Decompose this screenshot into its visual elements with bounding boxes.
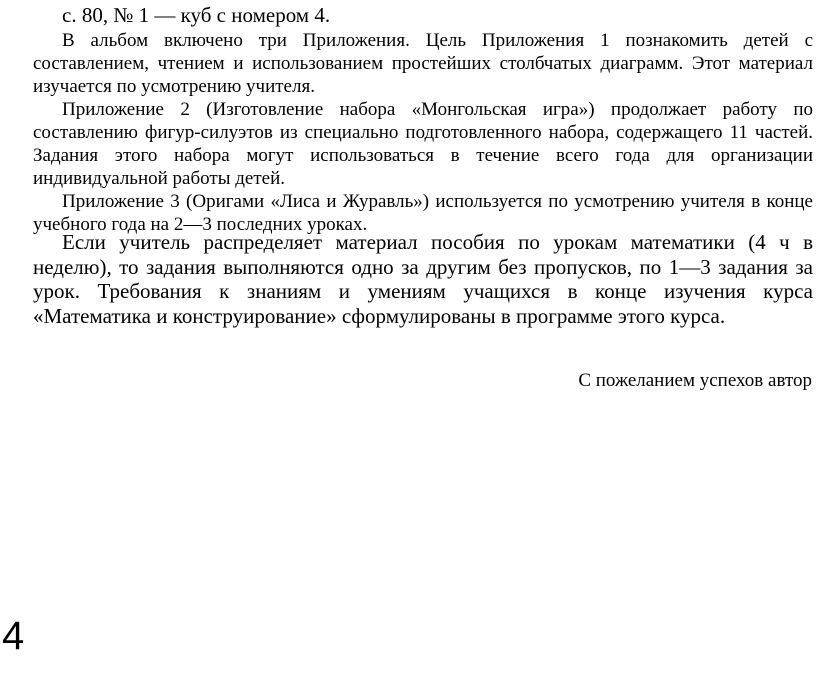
paragraph-appendix-3: Приложение 3 (Оригами «Лиса и Журавль») используется по усмотрению учителя в конце учебного года на 2—3 последних уроках. <box>33 191 813 235</box>
author-signature: С пожеланием успехов автор <box>578 370 812 391</box>
paragraph-lesson-plan: Если учитель распределяет материал пособия по урокам математики (4 ч в неделю), то задания выполняются одно за другим без пропусков, по 1—3 задания за урок. Требования к знаниям и умениям учащихся в конце изучения курса «Математика и конструирование» сформулированы в программе этого курса. <box>33 230 813 328</box>
paragraph-appendix-2: Приложение 2 (Изготовление набора «Монгольская игра») продолжает работу по составлению фигур-силуэтов из специально подготовленного набора, содержащего 11 частей. Задания этого набора могут использоваться в течение всего года для организации индивидуальной работы детей. <box>33 99 813 189</box>
paragraph-appendix-1: В альбом включено три Приложения. Цель Приложения 1 познакомить детей с составлением, чтением и использованием простейших столбчатых диаграмм. Этот материал изучается по усмотрению учителя. <box>33 30 813 97</box>
intro-line: с. 80, № 1 — куб с номером 4. <box>62 3 331 27</box>
appendix-description <box>33 29 813 236</box>
lesson-plan-section <box>33 230 813 328</box>
page-number: 4 <box>2 614 25 658</box>
